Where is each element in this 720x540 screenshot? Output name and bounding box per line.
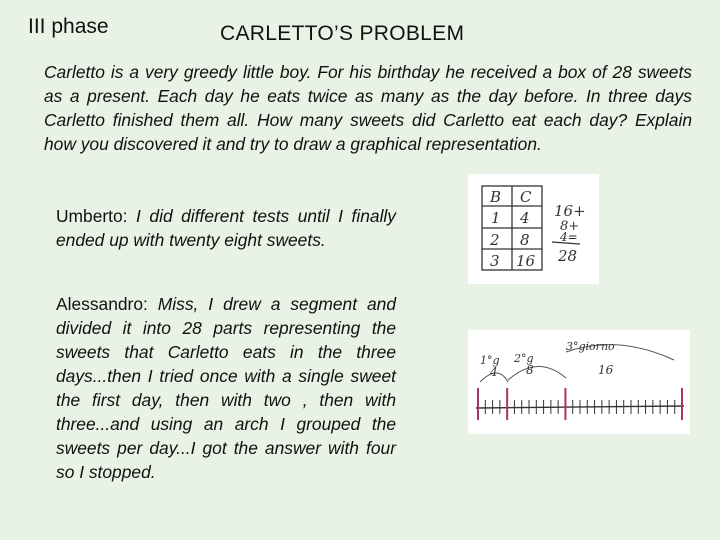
day-label: 2°g <box>514 352 534 365</box>
page-title: CARLETTO’S PROBLEM <box>220 22 465 45</box>
problem-statement: Carletto is a very greedy little boy. For his birthday he received a box of 28 sweets as a present. Each day he eats twice as many as the day before. In three days Carletto finished them all. How many sweets did Carletto eat each day? Explain how you discovered it and try to draw a graphical representation. <box>44 62 692 154</box>
sum-part: 4= <box>560 230 578 244</box>
quote-text: Miss, I drew a segment and divided it into 28 parts representing the sweets that Carletto eats in the three days...then I tried once with a single sweet the first day, then with two , then with three...and using an arch I grouped the sweets per day...I got the answer with four so I stopped. <box>56 294 396 482</box>
table-cell: 3 <box>490 252 500 270</box>
quote-alessandro <box>56 292 396 484</box>
table-header-c: C <box>520 188 532 206</box>
quote-speaker: Umberto: <box>56 206 128 226</box>
quote-umberto <box>56 204 396 252</box>
sum-part: 8+ <box>560 219 580 234</box>
sum-part: 16+ <box>554 202 586 220</box>
day-value: 8 <box>526 363 534 377</box>
sum-total: 28 <box>558 247 578 265</box>
phase-label: III phase <box>28 15 109 38</box>
table-cell: 8 <box>520 231 530 249</box>
table-cell: 2 <box>490 231 500 249</box>
day-value: 16 <box>598 363 614 377</box>
day-label: 3°giorno <box>566 340 615 353</box>
table-header-b: B <box>490 188 502 206</box>
table-cell: 4 <box>520 209 530 227</box>
quote-text: I did different tests until I finally ended up with twenty eight sweets. <box>56 206 396 250</box>
day-label: 1°g <box>480 354 500 367</box>
day-value: 4 <box>490 365 498 379</box>
table-drawing <box>468 174 599 284</box>
quote-speaker: Alessandro: <box>56 294 148 314</box>
table-cell: 16 <box>516 252 536 270</box>
segment-drawing <box>468 330 690 434</box>
table-cell: 1 <box>491 209 501 227</box>
